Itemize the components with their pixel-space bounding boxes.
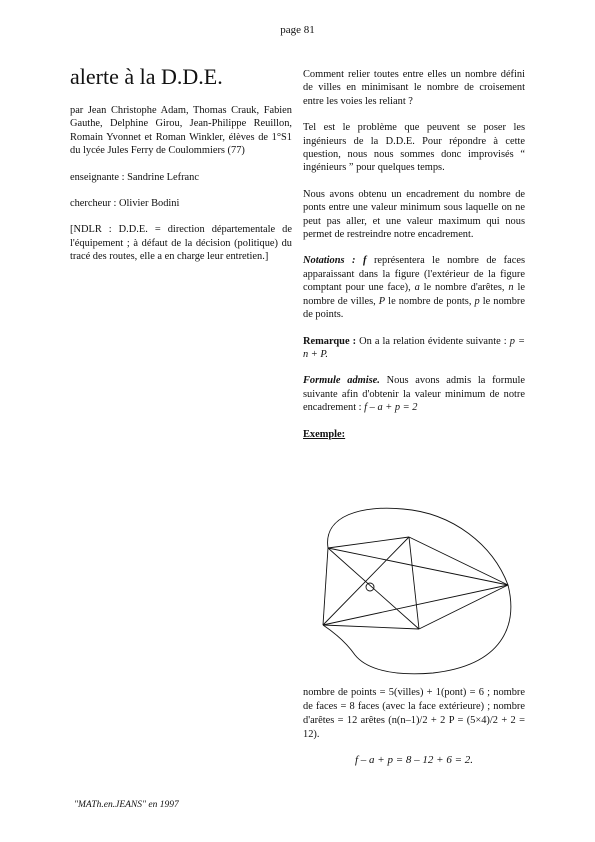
edge-A-C — [328, 548, 508, 585]
var-a: a — [414, 282, 420, 294]
var-P: P — [378, 295, 386, 307]
formule-paragraph — [303, 374, 525, 414]
article-title: alerte à la D.D.E. — [70, 64, 223, 89]
result-paragraph: Nous avons obtenu un encadrement du nombre de ponts entre une valeur minimum sous laquelle on ne peut pas aller, et une valeur maximum qui nous permet de restreindre notre encadrement. — [303, 188, 525, 241]
notations-text-5: le nombre de points. — [303, 295, 525, 321]
researcher: chercheur : Olivier Bodini — [70, 198, 180, 210]
remarque-label: Remarque : — [303, 335, 357, 347]
final-equation: f – a + p = 8 – 12 + 6 = 2. — [355, 754, 473, 766]
formule-label: Formule admise. — [303, 375, 380, 387]
edge-E-C — [323, 585, 508, 625]
notations-paragraph — [303, 254, 525, 321]
right-column — [303, 68, 525, 454]
teacher: enseignante : Sandrine Lefranc — [70, 171, 199, 183]
intro-paragraph: Comment relier toutes entre elles un nombre défini de villes en minimisant le nombre de croisement entre les voies les reliant ? — [303, 69, 525, 107]
edge-D-E — [323, 625, 419, 629]
graph-figure — [303, 505, 525, 677]
page-number: page 81 — [280, 24, 315, 36]
edge-C-D — [419, 585, 508, 629]
formule-formula: f – a + p = 2 — [364, 402, 418, 414]
outer-curve-edge — [323, 508, 511, 674]
notations-label: Notations : — [303, 255, 356, 267]
authors: par Jean Christophe Adam, Thomas Crauk, Fabien Gauthe, Delphine Girou, Jean-Philippe Reuillon, Romain Yvonnet et Roman Winkler, élèves de 1°S1 du lycée Jules Ferry de Coulommiers (77) — [70, 105, 292, 157]
ndlr-note: [NDLR : D.D.E. = direction départementale de l'équipement ; à défaut de la décision (politique) du tracé des routes, elle a en charge leur entretien.] — [70, 224, 292, 263]
var-n: n — [508, 282, 514, 294]
left-column — [70, 64, 292, 277]
notations-text-4: le nombre de ponts, — [385, 295, 475, 307]
edge-A-B — [328, 537, 409, 548]
notations-text-1: représentera le nombre de faces apparaissant dans la figure (l'extérieur de la figure comptant pour une face), — [303, 255, 525, 294]
var-f: f — [363, 255, 367, 267]
figure-caption: nombre de points = 5(villes) + 1(pont) = 6 ; nombre de faces = 8 faces (avec la face extérieure) ; nombre d'arêtes = 12 arêtes (n(n–1)/2 + 2 P = (5×4)/2 + 2 = 12). — [303, 687, 525, 740]
exemple-label: Exemple: — [303, 428, 346, 440]
bridge-point — [366, 583, 374, 591]
edge-E-A — [323, 548, 328, 625]
notations-text-2: le nombre d'arêtes, — [419, 282, 509, 294]
remarque-paragraph — [303, 335, 525, 362]
footer: "MATh.en.JEANS" en 1997 — [74, 800, 179, 810]
edge-B-E — [323, 537, 409, 625]
remarque-formula: p = n + P. — [303, 335, 525, 360]
edge-B-C — [409, 537, 508, 585]
edge-B-D — [409, 537, 419, 629]
remarque-text: On a la relation évidente suivante : — [356, 335, 510, 347]
formule-text: Nous avons admis la formule suivante afin d'obtenir la valeur minimum de notre encadrement : — [303, 375, 525, 414]
notations-text-3: le nombre de villes, — [303, 282, 525, 307]
problem-paragraph: Tel est le problème que peuvent se poser les ingénieurs de la D.D.E. Pour répondre à cette question, nous nous sommes donc improvisés “ ingénieurs ” pour quelques temps. — [303, 122, 525, 174]
var-p: p — [474, 295, 480, 307]
